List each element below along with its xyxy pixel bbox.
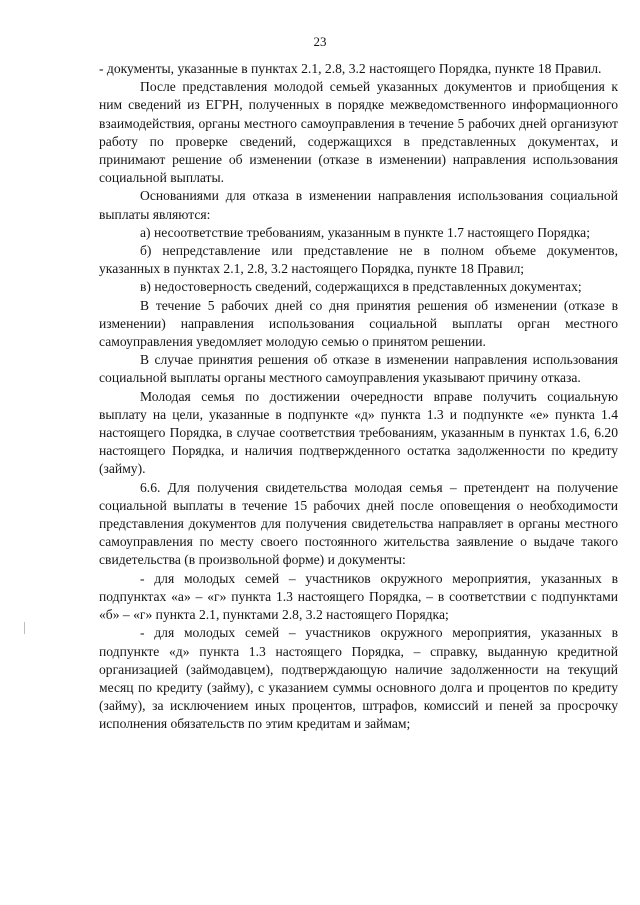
paragraph-ground-c: в) недостоверность сведений, содержащихся в представленных документах; — [140, 279, 582, 295]
paragraph-queue-right: Молодая семья по достижении очередности вправе получить социальную выплату на цели, указанные в подпункте «д» пункта 1.3 и подпункте «е» пункта 1.4 настоящего Порядка, в случае соответствия требованиям, указанным в пунктах 1.6, 6.20 настоящего Порядка, и наличия подтвержденного остатка задолженности по кредиту (займу). — [99, 388, 618, 477]
page-number: 23 — [313, 34, 327, 49]
paragraph-list-item-2: - для молодых семей – участников окружного мероприятия, указанных в подпункте «д» пункта 1.3 настоящего Порядка, – справку, выданную кредитной организацией (займодавцем), подтверждающую наличие задолженности на текущий месяц по кредиту (займу), с указанием суммы основного долга и процентов по кредиту (займу), за исключением иных процентов, штрафов, комиссий и пеней за просрочку исполнения обязательств по этим кредитам и займам; — [99, 625, 618, 732]
paragraph-refusal-grounds: Основаниями для отказа в изменении направления использования социальной выплаты являются: — [99, 188, 618, 222]
paragraph-documents-list: - документы, указанные в пунктах 2.1, 2.8, 3.2 настоящего Порядка, пункте 18 Правил. — [99, 61, 602, 76]
paragraph-notification: В течение 5 рабочих дней со дня принятия решения об изменении (отказе в изменении) направления использования социальной выплаты орган местного самоуправления уведомляет молодую семью о принятом решении. — [99, 297, 618, 350]
paragraph-ground-b: б) непредставление или представление не в полном объеме документов, указанных в пунктах 2.1, 2.8, 3.2 настоящего Порядка, пункте 18 Правил; — [99, 243, 618, 277]
paragraph-list-item-1: - для молодых семей – участников окружного мероприятия, указанных в подпунктах «а» – «г» пункта 1.3 настоящего Порядка, – в соответствии с подпунктами «б» – «г» пункта 2.1, пунктами 2.8, 3.2 настоящего Порядка; — [99, 570, 618, 623]
paragraph-refusal-reason: В случае принятия решения об отказе в изменении направления использования социальной выплаты органы местного самоуправления указывают причину отказа. — [99, 352, 618, 386]
paragraph-after-submission: После представления молодой семьей указанных документов и приобщения к ним сведений из ЕГРН, полученных в порядке межведомственного информационного взаимодействия, органы местного самоуправления в течение 5 рабочих дней организуют работу по проверке сведений, содержащихся в представленных документах, и принимают решение об изменении (отказе в изменении) направления использования социальной выплаты. — [99, 79, 618, 186]
document-body — [99, 60, 618, 734]
paragraph-section-6-6: 6.6. Для получения свидетельства молодая семья – претендент на получение социальной выплаты в течение 15 рабочих дней после оповещения о необходимости представления документов для получения свидетельства направляет в органы местного самоуправления по месту своего постоянного жительства заявление о выдаче такого свидетельства (в произвольной форме) и документы: — [99, 479, 618, 568]
paragraph-ground-a: а) несоответствие требованиям, указанным в пункте 1.7 настоящего Порядка; — [140, 224, 590, 240]
scan-margin-mark — [24, 622, 25, 634]
